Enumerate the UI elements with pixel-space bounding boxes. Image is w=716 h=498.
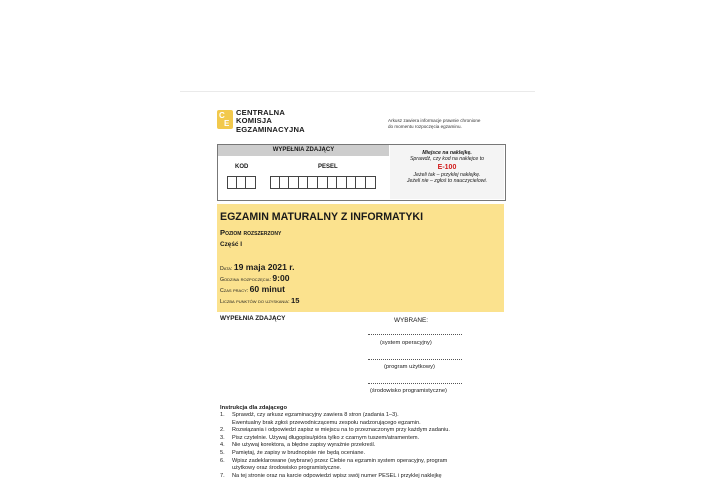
instructions-list	[220, 412, 510, 480]
duration-value: 60 minut	[249, 284, 285, 294]
pesel-cell[interactable]	[289, 176, 299, 189]
exam-duration-row	[220, 284, 285, 294]
pesel-cell[interactable]	[299, 176, 309, 189]
pesel-label: PESEL	[318, 164, 338, 170]
instruction-item: użytkowy oraz środowisko programistyczne.	[232, 465, 342, 472]
fill-box-heading: WYPEŁNIA ZDAJĄCY	[218, 145, 389, 156]
cke-logo-icon	[217, 110, 233, 129]
institution-line: EGZAMINACYJNA	[236, 124, 305, 134]
pesel-cell[interactable]	[280, 176, 290, 189]
instructions-title: Instrukcja dla zdającego	[220, 405, 288, 411]
date-value: 19 maja 2021 r.	[233, 262, 295, 272]
exam-title: EGZAMIN MATURALNY Z INFORMATYKI	[220, 211, 424, 223]
instruction-item: 3. Pisz czytelnie. Używaj długopisu/pióra tylko z czarnym tuszem/atramentem.	[220, 434, 420, 441]
kod-cell[interactable]	[246, 176, 256, 189]
kod-label: KOD	[235, 164, 249, 170]
selection-heading: WYPEŁNIA ZDAJĄCY	[220, 315, 286, 322]
sticker-line: Jeżeli tak – przyklej naklejkę.	[413, 171, 481, 178]
notice-line: do momentu rozpoczęcia egzaminu.	[388, 124, 462, 129]
sticker-line: Jeżeli nie – zgłoś to nauczycielowi.	[406, 178, 488, 185]
environment-field[interactable]	[368, 383, 462, 384]
system-field[interactable]	[368, 334, 462, 335]
exam-points-row	[220, 296, 299, 305]
chosen-label: WYBRANE:	[394, 317, 429, 324]
duration-label: Czas pracy:	[220, 288, 249, 294]
pesel-cells[interactable]	[270, 176, 376, 189]
pesel-cell[interactable]	[308, 176, 318, 189]
institution-line: KOMISJA	[236, 116, 272, 126]
instruction-item: 4. Nie używaj korektora, a błędne zapisy wyraźnie przekreśl.	[220, 442, 376, 449]
pesel-cell[interactable]	[366, 176, 376, 189]
kod-cell[interactable]	[237, 176, 247, 189]
program-caption: (program użytkowy)	[384, 364, 435, 370]
points-label: Liczba punktów do uzyskania:	[220, 299, 290, 305]
pesel-cell[interactable]	[270, 176, 280, 189]
points-value: 15	[291, 296, 300, 305]
pesel-cell[interactable]	[337, 176, 347, 189]
kod-cells[interactable]	[227, 176, 256, 189]
exam-part: Część I	[220, 241, 243, 248]
sticker-line: Sprawdź, czy kod na naklejce to	[409, 156, 485, 163]
start-label: Godzina rozpoczęcia:	[220, 277, 271, 283]
instruction-item: 2. Rozwiązania i odpowiedzi zapisz w miejscu na to przeznaczonym przy każdym zadaniu.	[220, 427, 450, 434]
legal-notice	[388, 118, 480, 130]
exam-start-row	[220, 273, 290, 283]
instruction-item: 1. Sprawdź, czy arkusz egzaminacyjny zawiera 8 stron (zadania 1–3).	[220, 412, 399, 418]
institution-name	[236, 109, 305, 134]
date-label: Data:	[220, 266, 233, 272]
sticker-title: Miejsce na naklejkę.	[422, 150, 472, 156]
pesel-cell[interactable]	[318, 176, 328, 189]
instruction-item: 5. Pamiętaj, że zapisy w brudnopisie nie będą oceniane.	[220, 449, 366, 456]
instruction-item: Ewentualny brak zgłoś przewodniczącemu zespołu nadzorującego egzamin.	[232, 419, 421, 426]
logo-letter: E	[224, 119, 230, 128]
start-value: 9:00	[272, 273, 290, 283]
kod-cell[interactable]	[227, 176, 237, 189]
sticker-area[interactable]	[390, 145, 504, 199]
instruction-item: 7. Na tej stronie oraz na karcie odpowiedzi wpisz swój numer PESEL i przyklej naklejkę	[220, 472, 442, 479]
institution-line: CENTRALNA	[236, 108, 286, 117]
system-caption: (system operacyjny)	[380, 340, 432, 346]
sticker-code: E-100	[437, 163, 457, 171]
exam-level: Poziom rozszerzony	[220, 228, 282, 237]
pesel-cell[interactable]	[356, 176, 366, 189]
notice-line: Arkusz zawiera informacje prawnie chronione	[388, 118, 481, 123]
pesel-cell[interactable]	[328, 176, 338, 189]
program-field[interactable]	[368, 359, 462, 360]
logo-letter: C	[219, 111, 225, 120]
environment-caption: (środowisko programistyczne)	[370, 388, 447, 394]
pesel-cell[interactable]	[347, 176, 357, 189]
exam-date-row	[220, 262, 295, 272]
instruction-item: 6. Wpisz zadeklarowane (wybrane) przez Ciebie na egzamin system operacyjny, program	[220, 457, 448, 464]
